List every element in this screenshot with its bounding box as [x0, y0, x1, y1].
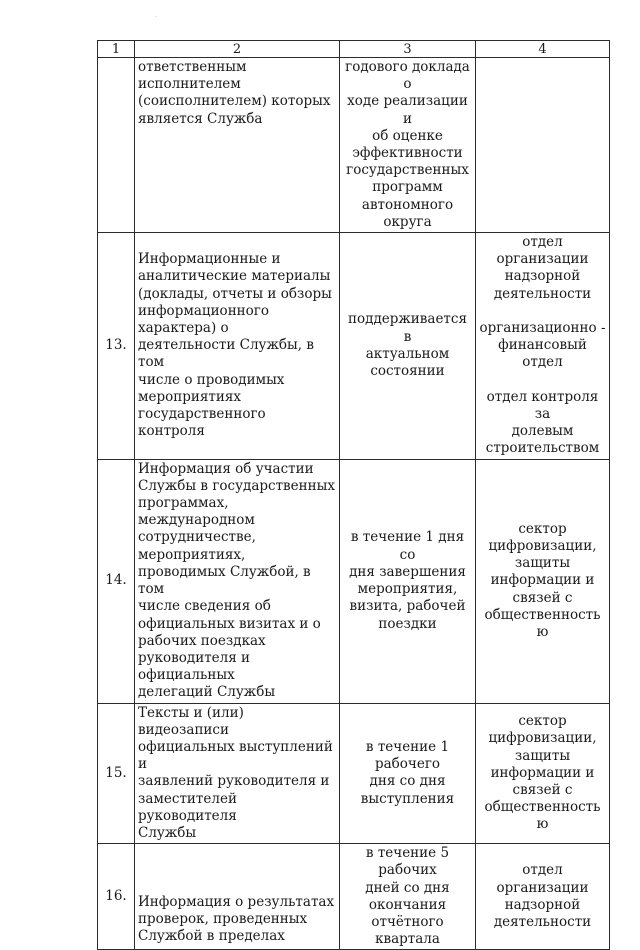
- info-cell: ответственным исполнителем (соисполнителем) которых является Служба: [135, 58, 340, 233]
- header-col-1: 1: [98, 41, 135, 58]
- header-col-3: 3: [340, 41, 476, 58]
- table-row: [98, 703, 610, 844]
- responsible-cell: сектор цифровизации, защиты информации и связей с общественностью: [476, 703, 610, 844]
- table-row: [98, 233, 610, 460]
- header-col-4: 4: [476, 41, 610, 58]
- period-cell: в течение 5 рабочих дней со дня окончания отчётного квартала: [340, 844, 476, 950]
- responsible-cell: сектор цифровизации, защиты информации и связей с общественностью: [476, 459, 610, 703]
- row-number: [98, 58, 135, 233]
- information-table: [97, 40, 610, 950]
- responsible-cell: [476, 58, 610, 233]
- info-cell: Информация о результатах проверок, проведенных Службой в пределах: [135, 844, 340, 950]
- row-number: 14.: [98, 459, 135, 703]
- period-cell: в течение 1 рабочего дня со дня выступления: [340, 703, 476, 844]
- table-row: [98, 58, 610, 233]
- info-cell: Информационные и аналитические материалы (доклады, отчеты и обзоры информационного характера) о деятельности Службы, в том числе о проводимых мероприятиях государственного контроля: [135, 233, 340, 460]
- row-number: 13.: [98, 233, 135, 460]
- page-corner-mark: ·: [155, 14, 157, 21]
- period-cell: в течение 1 дня со дня завершения мероприятия, визита, рабочей поездки: [340, 459, 476, 703]
- info-cell: Тексты и (или) видеозаписи официальных выступлений и заявлений руководителя и заместителей руководителя Службы: [135, 703, 340, 844]
- row-number: 16.: [98, 844, 135, 950]
- period-cell: поддерживается в актуальном состоянии: [340, 233, 476, 460]
- responsible-cell: отдел организации надзорной деятельности организационно - финансовый отдел отдел контроля за долевым строительством: [476, 233, 610, 460]
- row-number: 15.: [98, 703, 135, 844]
- responsible-cell: отдел организации надзорной деятельности: [476, 844, 610, 950]
- table-row: [98, 459, 610, 703]
- info-cell: Информация об участии Службы в государственных программах, международном сотрудничестве, мероприятиях, проводимых Службой, в том числе сведения об официальных визитах и о рабочих поездках руководителя и официальных делегаций Службы: [135, 459, 340, 703]
- table-row: [98, 844, 610, 950]
- header-col-2: 2: [135, 41, 340, 58]
- table-header-row: [98, 41, 610, 58]
- period-cell: годового доклада о ходе реализации и об оценке эффективности государственных программ автономного округа: [340, 58, 476, 233]
